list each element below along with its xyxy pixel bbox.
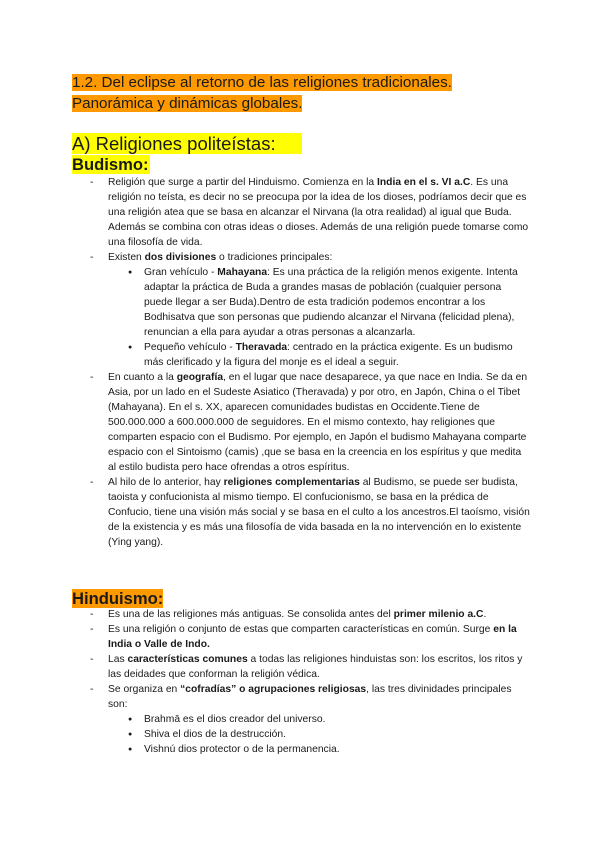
list-item: - Las características comunes a todas las religiones hinduistas son: los escritos, los ritos y las deidades que conforman la religión védica. (72, 652, 532, 682)
section-heading: A) Religiones politeístas: (72, 133, 302, 155)
budismo-divisions-list (108, 265, 532, 370)
list-item: ● Gran vehículo - Mahayana: Es una práctica de la religión menos exigente. Intenta adaptar la práctica de Buda a grandes masas de población (cualquier persona puede llegar a ser Buda).Dentro de esta tradición podemos encontrar a los Bodhisatva que son personas que pudiendo alcanzar el Nirvana (felicidad plena), renuncian a ella para ayudar a otras personas a alcanzarla. (108, 265, 532, 340)
list-item: ● Shiva el dios de la destrucción. (108, 727, 532, 742)
page-title (72, 72, 532, 114)
list-item: - Religión que surge a partir del Hinduismo. Comienza en la India en el s. VI a.C. Es una religión no teísta, es decir no se preocupa por la idea de los dioses, podríamos decir que es una religión atea que se basa en alcanzar el Nirvana (la otra realidad) al igual que Buda. Además se combina con otras ideas o dioses. Además de una religión puede tomarse como una filosofía de vida. (72, 175, 532, 250)
list-item: ● Brahmā es el dios creador del universo. (108, 712, 532, 727)
hinduismo-list (72, 607, 532, 757)
list-item: - En cuanto a la geografía, en el lugar que nace desaparece, ya que nace en India. Se da en Asia, por un lado en el Sudeste Asiatico (Theravada) y por otro, en Japón, China o el Tibet (Mahayana). En el s. XX, aparecen comunidades budistas en Occidente.Tiene de 500.000.000 a 600.000.000 de seguidores. En el mismo contexto, hay religiones que comparten espacio con el Budismo. Por ejemplo, en Japón el budismo Mahayana comparte espacio con el Sintoismo (camis) ,que se basa en la creencia en los espíritus y que medita al estilo budista pero hace ofrendas a otros espíritus. (72, 370, 532, 475)
list-item: - Al hilo de lo anterior, hay religiones complementarias al Budismo, se puede ser budista, taoista y confucionista al mismo tiempo. El confucionismo, se basa en la prédica de Confucio, tiene una visión más social y se basa en el culto a los ancestros.El taoísmo, visión de la existencia y es más una filosofía de vida basada en la no intervención en lo existente (Ying yang). (72, 475, 532, 550)
list-item: - Se organiza en “cofradías” o agrupaciones religiosas, las tres divinidades principales son: ● Brahmā es el dios creador del universo. ● Shiva el dios de la destrucción. ● Vishnú dios protector o de la permanencia. (72, 682, 532, 757)
list-item: - Es una de las religiones más antiguas. Se consolida antes del primer milenio a.C. (72, 607, 532, 622)
list-item: - Existen dos divisiones o tradiciones principales: ● Gran vehículo - Mahayana: Es una práctica de la religión menos exigente. Intenta adaptar la práctica de Buda a grandes masas de población (cualquier persona puede llegar a ser Buda).Dentro de esta tradición podemos encontrar a los Bodhisatva que son personas que pudiendo alcanzar el Nirvana (felicidad plena), renuncian a ella para ayudar a otras personas a alcanzarla. ● Pequeño vehículo - Theravada: centrado en la práctica exigente. Es un budismo más clerificado y la figura del monje es el ideal a seguir. (72, 250, 532, 370)
list-item: ● Vishnú dios protector o de la permanencia. (108, 742, 532, 757)
hinduismo-heading: Hinduismo: (72, 589, 164, 608)
title-line-2: Panorámica y dinámicas globales. (72, 95, 303, 112)
list-item: ● Pequeño vehículo - Theravada: centrado en la práctica exigente. Es un budismo más clerificado y la figura del monje es el ideal a seguir. (108, 340, 532, 370)
title-line-1: 1.2. Del eclipse al retorno de las religiones tradicionales. (72, 74, 452, 91)
hinduismo-divinities-list (108, 712, 532, 757)
list-item: - Es una religión o conjunto de estas que comparten características en común. Surge en la India o Valle de Indo. (72, 622, 532, 652)
budismo-list (72, 175, 532, 550)
budismo-heading: Budismo: (72, 155, 149, 174)
